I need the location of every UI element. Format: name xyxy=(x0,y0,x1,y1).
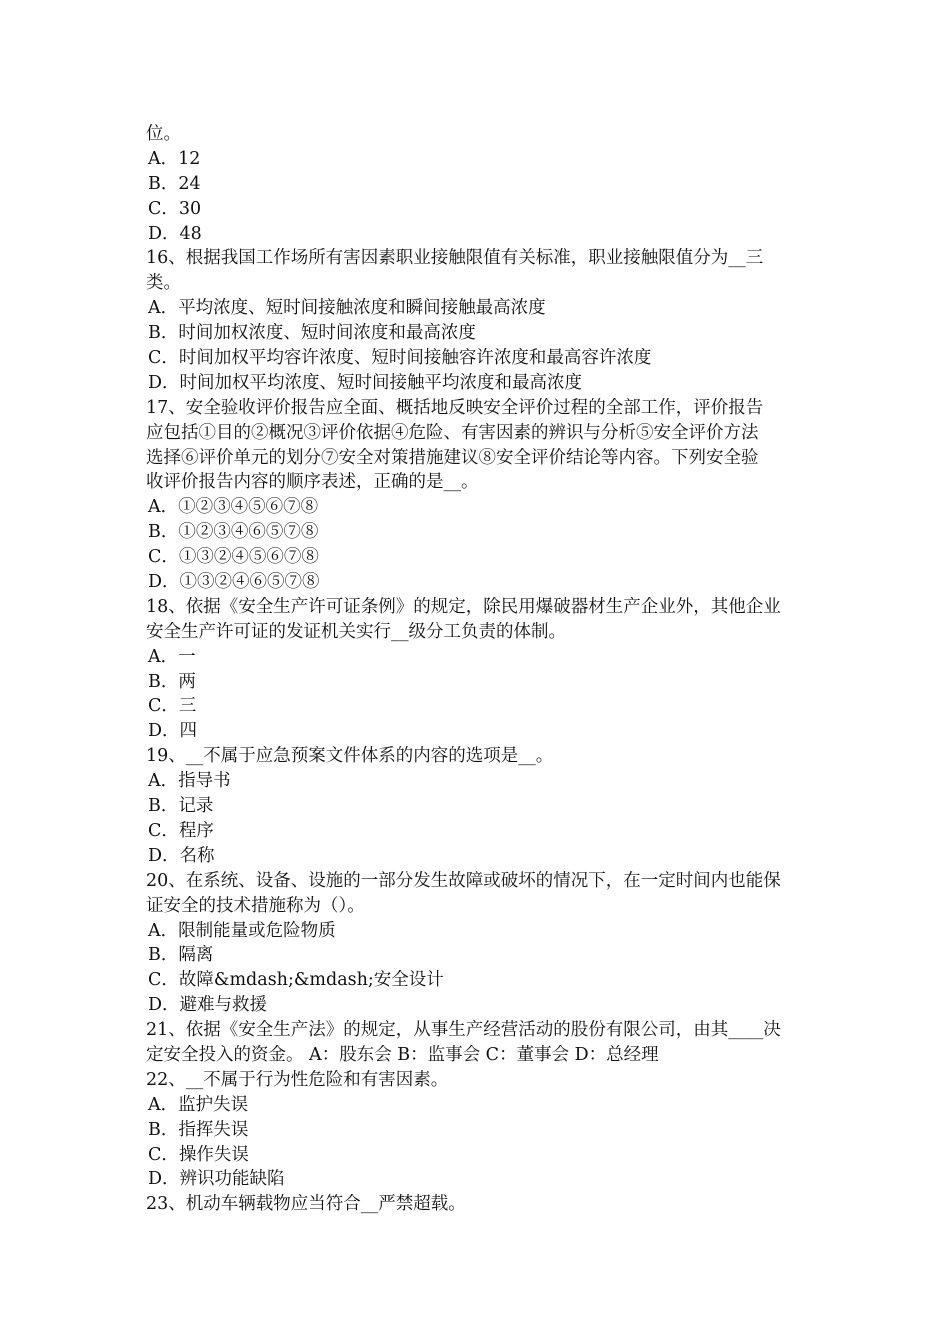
option-line: A．指导书 xyxy=(148,771,231,792)
option-line: C．①③②④⑤⑥⑦⑧ xyxy=(148,547,319,568)
option-line: A．限制能量或危险物质 xyxy=(148,920,336,941)
option-line: B．①②③④⑥⑤⑦⑧ xyxy=(148,522,319,543)
option-line: A．监护失误 xyxy=(148,1094,249,1115)
question-18: 18、依据《安全生产许可证条例》的规定，除民用爆破器材生产企业外，其他企业 xyxy=(146,596,781,617)
question-17: 17、安全验收评价报告应全面、概括地反映安全评价过程的全部工作，评价报告 xyxy=(146,397,764,418)
option-line: C．30 xyxy=(148,198,202,219)
text-line: 应包括①目的②概况③评价依据④危险、有害因素的辨识与分析⑤安全评价方法 xyxy=(146,422,759,443)
text-line: 收评价报告内容的顺序表述，正确的是__。 xyxy=(146,472,479,493)
text-line: 位。 xyxy=(146,124,181,144)
question-21: 21、依据《安全生产法》的规定，从事生产经营活动的股份有限公司，由其____决 xyxy=(146,1020,781,1041)
option-line: C．三 xyxy=(148,696,197,717)
document-body xyxy=(146,122,808,1217)
question-20: 20、在系统、设备、设施的一部分发生故障或破坏的情况下，在一定时间内也能保 xyxy=(146,870,781,891)
option-line: A．一 xyxy=(148,646,196,667)
option-line: D．名称 xyxy=(148,845,215,866)
text-line: 证安全的技术措施称为（）。 xyxy=(146,895,365,916)
option-line: D．48 xyxy=(148,223,202,244)
option-line: C．操作失误 xyxy=(148,1144,249,1165)
text-line: 定安全投入的资金。 A：股东会 B：监事会 C：董事会 D：总经理 xyxy=(146,1044,659,1065)
option-line: C．程序 xyxy=(148,820,214,841)
option-line: B．隔离 xyxy=(148,945,214,966)
option-line: D．时间加权平均浓度、短时间接触平均浓度和最高浓度 xyxy=(148,372,583,393)
question-16: 16、根据我国工作场所有害因素职业接触限值有关标准，职业接触限值分为__三 xyxy=(146,248,764,269)
option-line: A．平均浓度、短时间接触浓度和瞬间接触最高浓度 xyxy=(148,298,546,319)
question-23: 23、机动车辆载物应当符合__严禁超载。 xyxy=(146,1194,466,1215)
question-19: 19、__不属于应急预案文件体系的内容的选项是__。 xyxy=(146,746,554,767)
option-line: D．①③②④⑥⑤⑦⑧ xyxy=(148,572,320,593)
option-line: C．故障&mdash;&mdash;安全设计 xyxy=(148,970,444,991)
option-line: A．①②③④⑤⑥⑦⑧ xyxy=(148,497,319,518)
option-line: D．四 xyxy=(148,721,198,742)
question-22: 22、__不属于行为性危险和有害因素。 xyxy=(146,1069,449,1090)
text-line: 安全生产许可证的发证机关实行__级分工负责的体制。 xyxy=(146,621,566,642)
text-line: 选择⑥评价单元的划分⑦安全对策措施建议⑧安全评价结论等内容。下列安全验 xyxy=(146,447,759,468)
option-line: D．辨识功能缺陷 xyxy=(148,1169,285,1190)
option-line: A．12 xyxy=(148,148,201,169)
option-line: B．指挥失误 xyxy=(148,1119,249,1140)
option-line: D．避难与救援 xyxy=(148,995,268,1016)
option-line: B．两 xyxy=(148,671,196,692)
option-line: B．24 xyxy=(148,173,201,194)
text-line: 类。 xyxy=(146,273,181,294)
option-line: B．记录 xyxy=(148,796,214,817)
option-line: C．时间加权平均容许浓度、短时间接触容许浓度和最高容许浓度 xyxy=(148,348,652,369)
option-line: B．时间加权浓度、短时间浓度和最高浓度 xyxy=(148,323,476,344)
